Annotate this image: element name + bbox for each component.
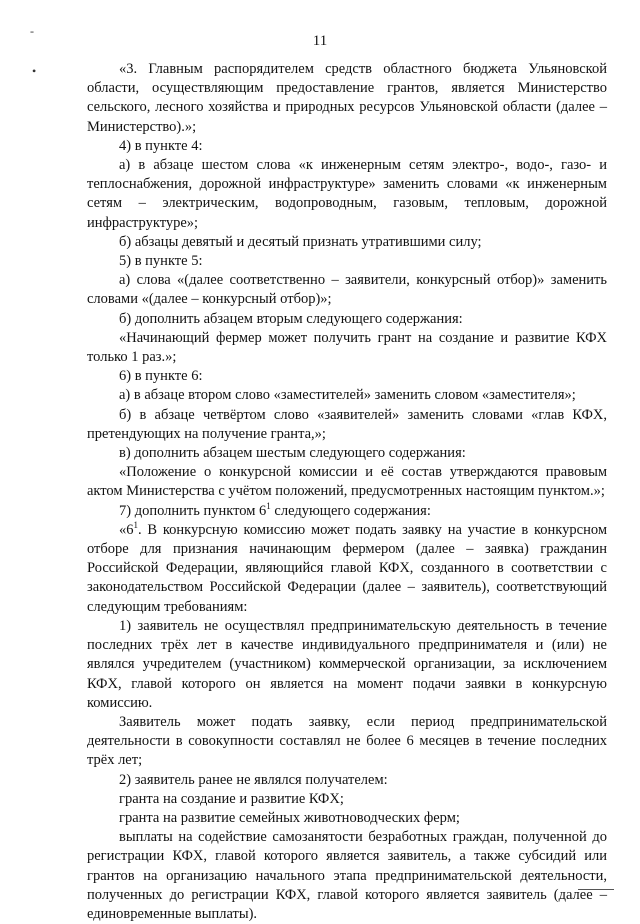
p61-superscript: 1 (133, 520, 138, 531)
paragraph-item-4b: б) абзацы девятый и десятый признать утратившими силу; (119, 233, 482, 250)
paragraph-3-main-administrator: «3. Главным распорядителем средств областного бюджета Ульяновской области, осуществляющим предоставление грантов, является Министерство сельского, лесного хозяйства и природных ресурсов Ульяновской области (далее – Министерство).»; (87, 61, 607, 135)
paragraph-requirement-2: 2) заявитель ранее не являлся получателем: (119, 771, 388, 788)
paragraph-item-6a: а) в абзаце втором слово «заместителей» заменить словом «заместителя»; (119, 387, 576, 404)
p61-text-after: . В конкурсную комиссию может подать заявку на участие в конкурсном отборе для признания начинающим фермером (далее – заявка) гражданин Российской Федерации, являющийся главой КФХ, созданного в соответствии с законодательством Российской Федерации (далее – заявитель), соответствующий следующим требованиям: (87, 521, 607, 615)
page-number: 11 (312, 33, 328, 49)
margin-mark-dot: • (32, 64, 37, 78)
paragraph-requirement-1: 1) заявитель не осуществлял предпринимательскую деятельность в течение последних трёх лет в качестве индивидуального предпринимателя и (или) не являлся учредителем (участником) коммерческой организации, за исключением КФХ, главой которого он является на момент подачи заявки в конкурсную комиссию. (87, 617, 607, 711)
paragraph-item-6v: в) дополнить абзацем шестым следующего содержания: (119, 445, 466, 462)
paragraph-item-4a: а) в абзаце шестом слова «к инженерным сетям электро-, водо-, газо- и теплоснабжения, дорожной инфраструктуре» заменить словами «к инженерным сетям – электрическим, водопроводным, газовым, тепловым, дорожной инфраструктуре»; (87, 157, 607, 231)
p61-text-before: «6 (119, 521, 134, 538)
paragraph-item-5b: б) дополнить абзацем вторым следующего содержания: (119, 310, 463, 327)
paragraph-item-7 (87, 502, 607, 521)
paragraph-item-5a: а) слова «(далее соответственно – заявители, конкурсный отбор)» заменить словами «(далее – конкурсный отбор)»; (87, 272, 607, 308)
paragraph-item-6b: б) в абзаце четвёртом слово «заявителей» заменить словами «глав КФХ, претендующих на получение гранта,»; (87, 406, 607, 442)
footer-rule (578, 889, 614, 890)
paragraph-commission-regulation: «Положение о конкурсной комиссии и её состав утверждаются правовым актом Министерства с учётом положений, предусмотренных настоящим пунктом.»; (87, 464, 607, 500)
paragraph-grant-once: «Начинающий фермер может получить грант на создание и развитие КФХ только 1 раз.»; (87, 329, 607, 366)
item-7-superscript: 1 (266, 500, 271, 511)
paragraph-item-5: 5) в пункте 5: (119, 253, 203, 270)
paragraph-grant-family-farms: гранта на развитие семейных животноводческих ферм; (119, 809, 460, 826)
document-body (87, 60, 607, 924)
item-7-text-before: 7) дополнить пунктом 6 (119, 502, 267, 519)
item-7-text-after: следующего содержания: (270, 502, 431, 519)
paragraph-period-limit: Заявитель может подать заявку, если период предпринимательской деятельности в совокупности составлял не более 6 месяцев в течение последних трёх лет; (87, 713, 607, 769)
paragraph-lump-sum-payments: выплаты на содействие самозанятости безработных граждан, полученной до регистрации КФХ, главой которого является заявитель, а также субсидий или грантов на организацию начального этапа предпринимательской деятельности, полученных до регистрации КФХ, главой которого является заявитель (далее – единовременные выплаты). (87, 829, 607, 922)
margin-mark-dash: - (30, 24, 34, 38)
paragraph-grant-kfh: гранта на создание и развитие КФХ; (119, 790, 344, 807)
paragraph-item-6: 6) в пункте 6: (119, 368, 203, 385)
paragraph-6-1-application (87, 521, 607, 617)
paragraph-item-4: 4) в пункте 4: (119, 137, 203, 154)
